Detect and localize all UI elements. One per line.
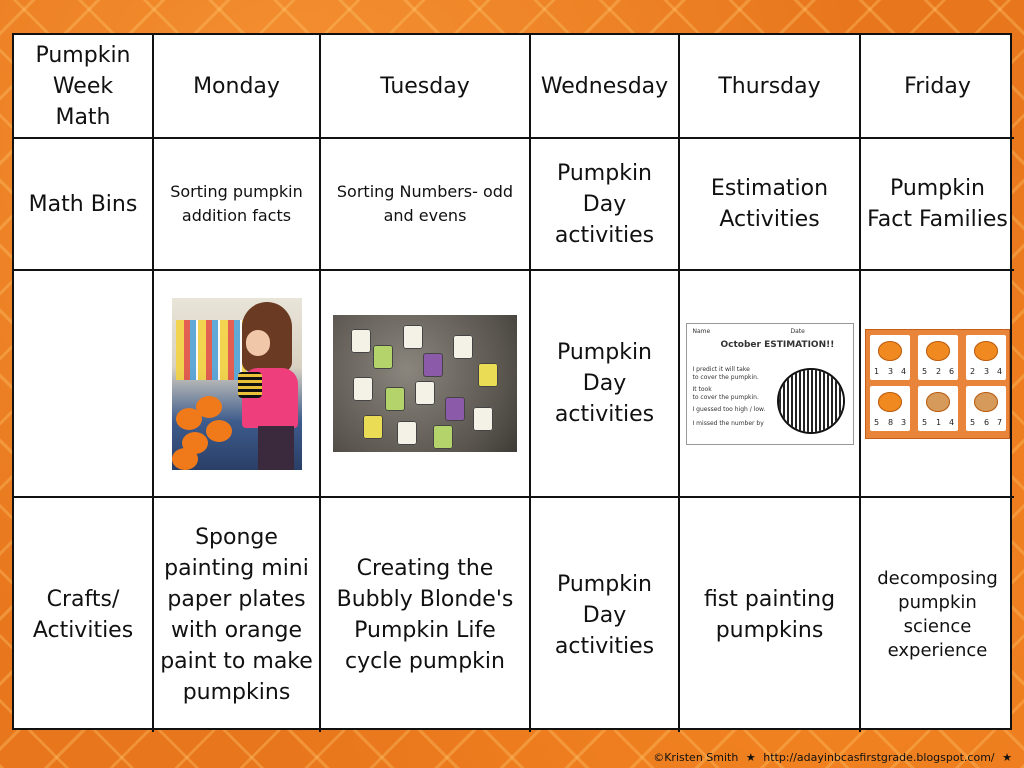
number-card bbox=[478, 363, 498, 387]
photo-girl-pumpkins bbox=[172, 298, 302, 470]
crafts-monday: Sponge painting mini paper plates with orange paint to make pumpkins bbox=[154, 498, 321, 732]
fact-card bbox=[966, 335, 1006, 380]
star-icon: ★ bbox=[1002, 751, 1012, 764]
number-card bbox=[403, 325, 423, 349]
pumpkin-drawing bbox=[779, 370, 843, 432]
corner-title-line: Math bbox=[55, 104, 111, 130]
worksheet-title: October ESTIMATION!! bbox=[720, 339, 835, 350]
number-card bbox=[473, 407, 493, 431]
number-card bbox=[385, 387, 405, 411]
sorting-basket bbox=[238, 372, 262, 398]
day-header-wednesday: Wednesday bbox=[531, 35, 680, 139]
math-bins-wednesday: Pumpkin Day activities bbox=[531, 139, 680, 271]
fact-card bbox=[870, 386, 910, 431]
crafts-friday: decomposing pumpkin science experience bbox=[877, 568, 998, 661]
card-number: 2 bbox=[970, 366, 976, 376]
crafts-tuesday: Creating the Bubbly Blonde's Pumpkin Life cycle pumpkin bbox=[321, 498, 531, 732]
math-bins-friday: Pumpkin Fact Families bbox=[861, 139, 1014, 271]
card-number: 3 bbox=[888, 366, 894, 376]
number-card bbox=[423, 353, 443, 377]
number-card bbox=[445, 397, 465, 421]
card-number: 5 bbox=[970, 417, 976, 427]
math-bins-thursday: Estimation Activities bbox=[680, 139, 861, 271]
card-number: 4 bbox=[949, 417, 955, 427]
card-number: 8 bbox=[888, 417, 894, 427]
card-number: 3 bbox=[984, 366, 990, 376]
photo-thursday-cell bbox=[680, 271, 861, 498]
worksheet-line: It took bbox=[692, 385, 712, 393]
day-header-thursday: Thursday bbox=[680, 35, 861, 139]
crafts-wednesday: Pumpkin Day activities bbox=[531, 498, 680, 732]
worksheet-line: I guessed too high / low. bbox=[692, 405, 766, 413]
lesson-plan-grid bbox=[12, 33, 1012, 730]
blog-url[interactable]: http://adayinbcasfirstgrade.blogspot.com/ bbox=[763, 751, 995, 764]
row-label-math-bins: Math Bins bbox=[14, 139, 154, 271]
pumpkin-plate bbox=[196, 396, 222, 418]
photo-tuesday-cell bbox=[321, 271, 531, 498]
number-card bbox=[351, 329, 371, 353]
number-card bbox=[415, 381, 435, 405]
number-card bbox=[373, 345, 393, 369]
day-header-friday: Friday bbox=[861, 35, 1014, 139]
photo-friday-cell bbox=[861, 271, 1014, 498]
pumpkin-icon bbox=[878, 392, 902, 412]
worksheet-name-label: Name bbox=[692, 327, 711, 335]
card-number: 7 bbox=[997, 417, 1003, 427]
worksheet-line: to cover the pumpkin. bbox=[692, 373, 759, 381]
crafts-thursday: fist painting pumpkins bbox=[680, 498, 861, 732]
estimation-worksheet bbox=[687, 324, 853, 444]
card-number: 3 bbox=[901, 417, 907, 427]
math-bins-monday: Sorting pumpkin addition facts bbox=[154, 139, 321, 271]
pumpkin-icon bbox=[926, 341, 950, 361]
photo-row-empty-label bbox=[14, 271, 154, 498]
card-number: 4 bbox=[997, 366, 1003, 376]
card-number: 6 bbox=[984, 417, 990, 427]
number-card bbox=[453, 335, 473, 359]
row-label-crafts: Crafts/ Activities bbox=[14, 498, 154, 732]
photo-monday-cell bbox=[154, 271, 321, 498]
scarecrow-icon bbox=[926, 392, 950, 412]
pumpkin-icon bbox=[878, 341, 902, 361]
card-number: 2 bbox=[936, 366, 942, 376]
pumpkin-icon bbox=[974, 341, 998, 361]
worksheet-line: I missed the number by bbox=[692, 419, 764, 427]
corner-title-line: Week bbox=[52, 73, 114, 99]
card-number: 6 bbox=[949, 366, 955, 376]
pumpkin-plate bbox=[172, 448, 198, 470]
footer-credit bbox=[653, 751, 1016, 764]
card-number: 1 bbox=[936, 417, 942, 427]
card-number: 4 bbox=[901, 366, 907, 376]
day-header-monday: Monday bbox=[154, 35, 321, 139]
corner-title-line: Pumpkin bbox=[35, 42, 131, 68]
fact-card bbox=[966, 386, 1006, 431]
card-number: 5 bbox=[874, 417, 880, 427]
fact-card bbox=[918, 335, 958, 380]
girl-pants bbox=[258, 426, 294, 470]
fact-card bbox=[870, 335, 910, 380]
number-card bbox=[363, 415, 383, 439]
worksheet-date-label: Date bbox=[790, 327, 805, 335]
classroom-chart bbox=[176, 320, 246, 380]
star-icon: ★ bbox=[745, 751, 756, 764]
number-card bbox=[397, 421, 417, 445]
math-bins-tuesday: Sorting Numbers- odd and evens bbox=[321, 139, 531, 271]
scarecrow-icon bbox=[974, 392, 998, 412]
card-number: 1 bbox=[874, 366, 880, 376]
worksheet-line: to cover the pumpkin. bbox=[692, 393, 759, 401]
girl-face bbox=[246, 330, 270, 356]
pumpkin-plate bbox=[206, 420, 232, 442]
number-card bbox=[353, 377, 373, 401]
photo-wednesday-cell: Pumpkin Day activities bbox=[531, 271, 680, 498]
worksheet-line: I predict it will take bbox=[692, 365, 750, 373]
corner-title bbox=[14, 35, 154, 139]
copyright-text: ©Kristen Smith bbox=[653, 751, 739, 764]
card-number: 5 bbox=[922, 417, 928, 427]
card-number: 5 bbox=[922, 366, 928, 376]
fact-card bbox=[918, 386, 958, 431]
fact-family-cards bbox=[865, 329, 1010, 439]
day-header-tuesday: Tuesday bbox=[321, 35, 531, 139]
number-card bbox=[433, 425, 453, 449]
photo-number-cards bbox=[333, 315, 517, 452]
